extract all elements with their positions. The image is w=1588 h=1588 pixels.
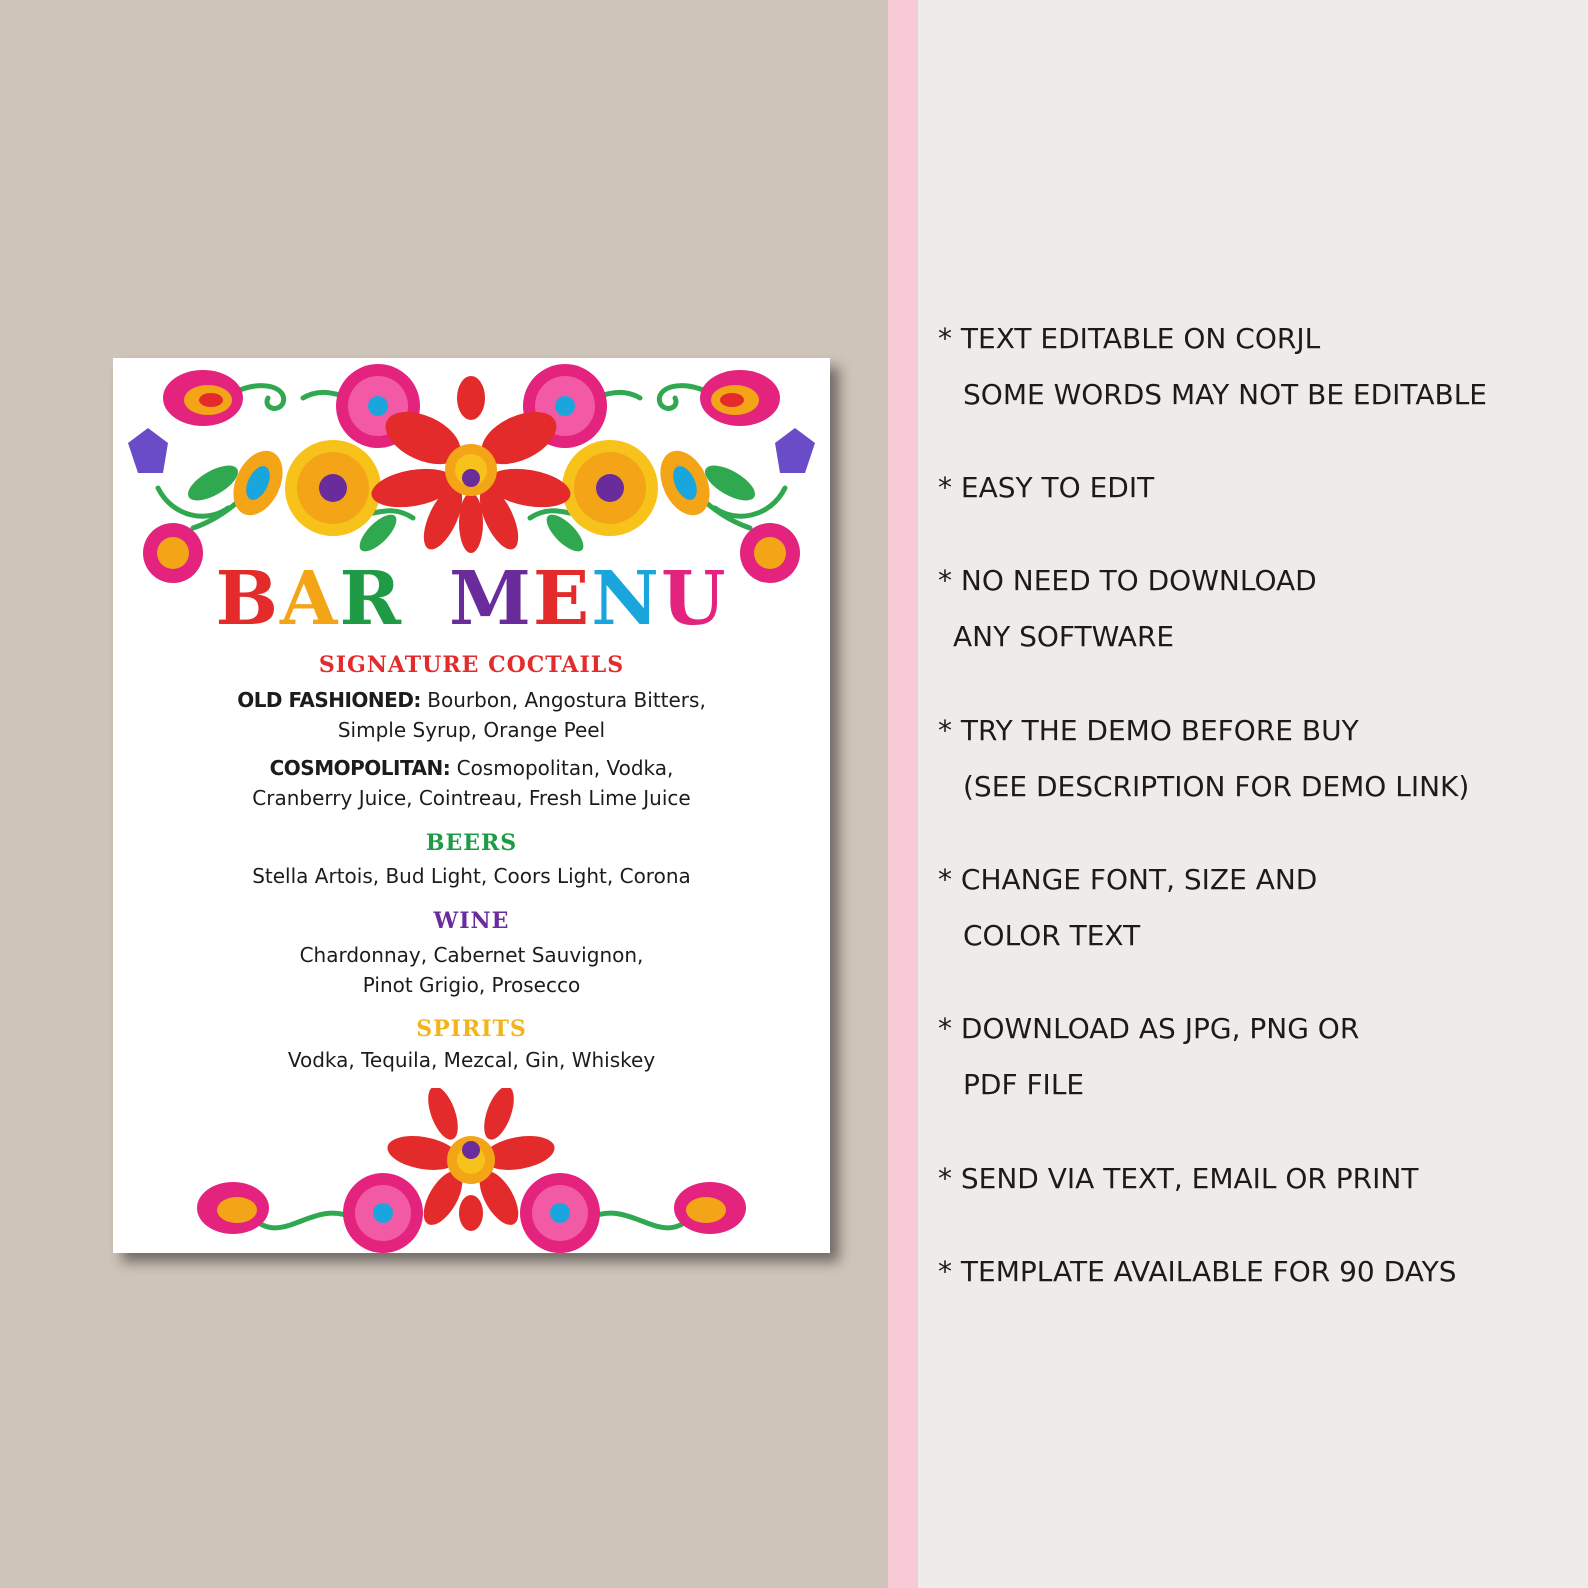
- spirits-list: Vodka, Tequila, Mezcal, Gin, Whiskey: [287, 1048, 656, 1072]
- feature-no-download-note: ANY SOFTWARE: [953, 620, 1175, 653]
- bar-menu-card: [113, 358, 830, 1253]
- feature-send-via: * SEND VIA TEXT, EMAIL OR PRINT: [938, 1162, 1419, 1195]
- pink-divider-stripe: [888, 0, 918, 1588]
- feature-text-editable-note: SOME WORDS MAY NOT BE EDITABLE: [963, 378, 1488, 411]
- feature-change-font-note: COLOR TEXT: [963, 919, 1141, 952]
- bar-menu-title: [113, 556, 830, 642]
- feature-change-font: * CHANGE FONT, SIZE AND: [938, 863, 1318, 896]
- cosmopolitan-name: COSMOPOLITAN:: [269, 756, 451, 780]
- cosmopolitan-line-2: Cranberry Juice, Cointreau, Fresh Lime Juice: [252, 786, 691, 810]
- old-fashioned-line: [113, 690, 830, 710]
- old-fashioned-name: OLD FASHIONED:: [237, 688, 421, 712]
- title-letter: U: [660, 556, 728, 642]
- wine-list-1: Chardonnay, Cabernet Sauvignon,: [299, 943, 644, 967]
- wine-list-2: Pinot Grigio, Prosecco: [362, 973, 581, 997]
- feature-template-available: * TEMPLATE AVAILABLE FOR 90 DAYS: [938, 1255, 1457, 1288]
- feature-download-formats: * DOWNLOAD AS JPG, PNG OR: [938, 1012, 1360, 1045]
- old-fashioned-line-2: Simple Syrup, Orange Peel: [337, 718, 606, 742]
- title-letter: N: [591, 556, 661, 642]
- cosmopolitan-line: [113, 758, 830, 778]
- title-letter: B: [215, 556, 281, 642]
- title-letter: R: [339, 556, 403, 642]
- feature-easy-edit: * EASY TO EDIT: [938, 471, 1155, 504]
- spirits-heading: SPIRITS: [416, 1016, 527, 1042]
- feature-no-download: * NO NEED TO DOWNLOAD: [938, 564, 1317, 597]
- bottom-floral-border-icon: [113, 1088, 830, 1253]
- beers-heading: BEERS: [425, 830, 518, 856]
- feature-download-formats-note: PDF FILE: [963, 1068, 1085, 1101]
- title-letter: A: [280, 556, 340, 642]
- old-fashioned-ingredients: Bourbon, Angostura Bitters,: [420, 688, 706, 712]
- feature-text-editable: * TEXT EDITABLE ON CORJL: [938, 322, 1321, 355]
- wine-heading: WINE: [433, 908, 510, 934]
- title-letter: E: [532, 556, 592, 642]
- beers-list: Stella Artois, Bud Light, Coors Light, Corona: [252, 864, 691, 888]
- cosmopolitan-ingredients: Cosmopolitan, Vodka,: [450, 756, 674, 780]
- feature-try-demo-note: (SEE DESCRIPTION FOR DEMO LINK): [963, 770, 1470, 803]
- feature-try-demo: * TRY THE DEMO BEFORE BUY: [938, 714, 1359, 747]
- title-letter: M: [448, 556, 533, 642]
- signature-cocktails-heading: SIGNATURE COCTAILS: [318, 652, 625, 678]
